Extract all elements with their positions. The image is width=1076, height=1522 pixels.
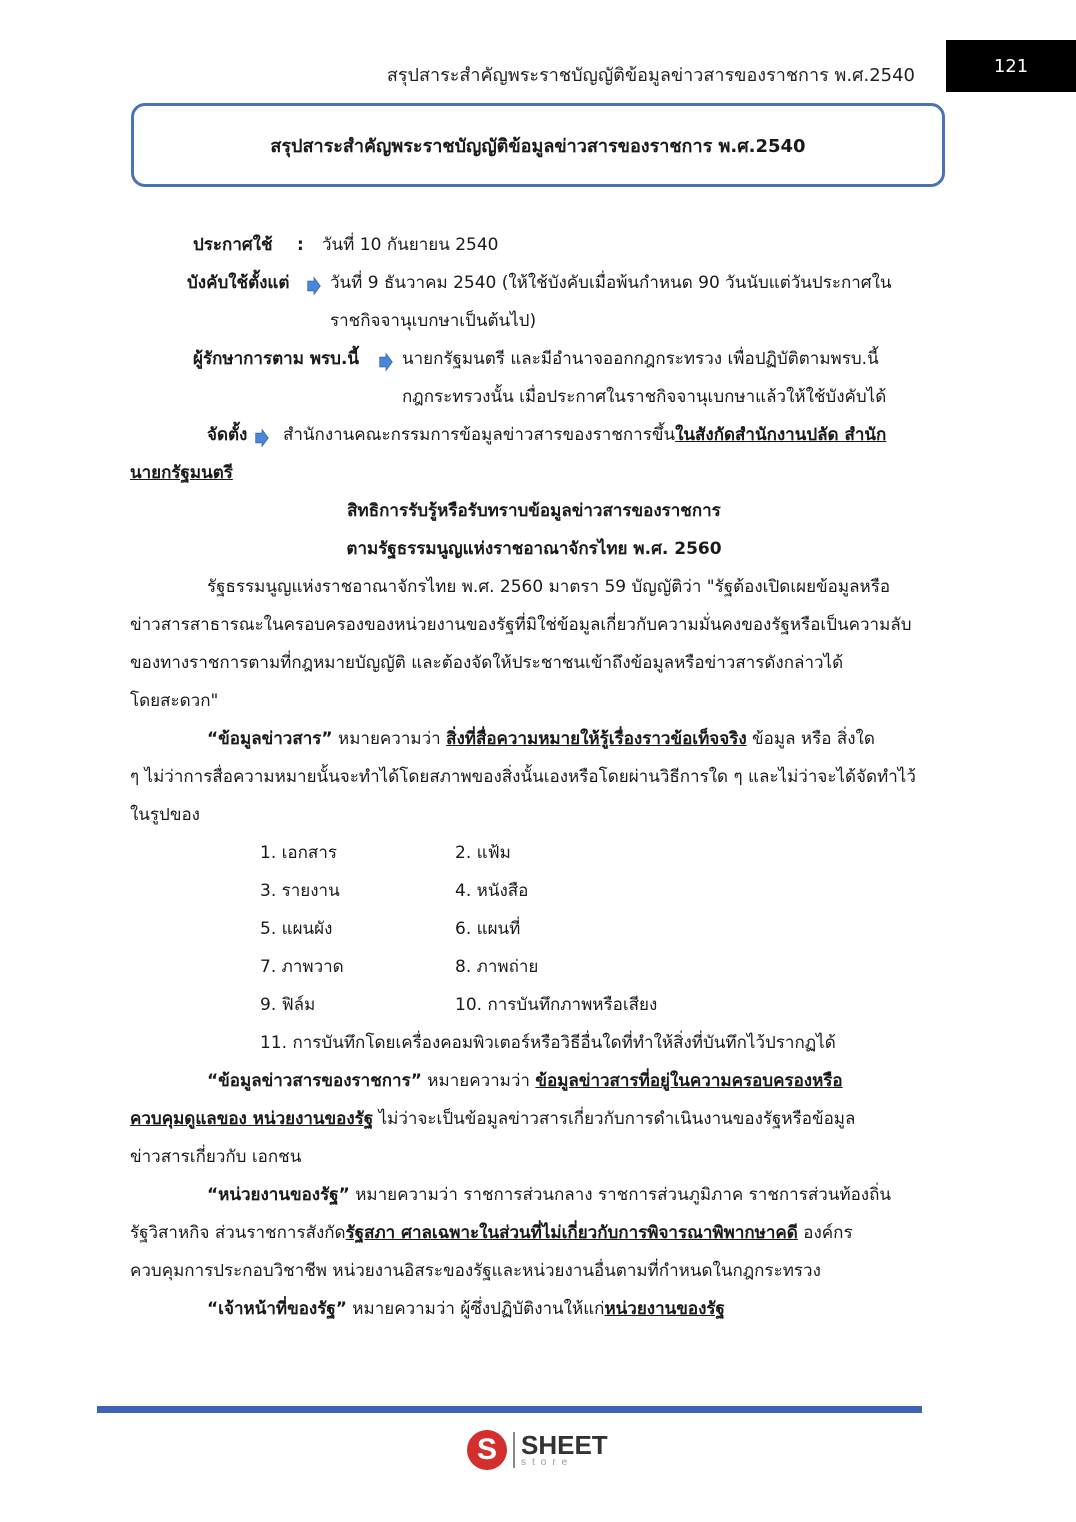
list-item: 7. ภาพวาด xyxy=(260,957,344,977)
established-underline: ในสังกัดสำนักงานปลัด สำนัก xyxy=(675,425,887,445)
def-info-means: หมายความว่า xyxy=(332,729,447,749)
document-title: สรุปสาระสำคัญพระราชบัญญัติข้อมูลข่าวสารของราชการ พ.ศ.2540 xyxy=(131,103,945,187)
announced-value: วันที่ 10 กันยายน 2540 xyxy=(322,235,499,255)
def-officer-term: “เจ้าหน้าที่ของรัฐ” xyxy=(207,1299,347,1319)
section-heading-1: สิทธิการรับรู้หรือรับทราบข้อมูลข่าวสารของราชการ xyxy=(347,501,721,521)
arrow-right-icon xyxy=(255,425,269,451)
list-item: 6. แผนที่ xyxy=(455,919,521,939)
def-gov-info-means: หมายความว่า xyxy=(421,1071,536,1091)
def-agency-underline: รัฐสภา ศาลเฉพาะในส่วนที่ไม่เกี่ยวกับการพิจารณาพิพากษาคดี xyxy=(345,1223,798,1243)
minister-label: ผู้รักษาการตาม พรบ.นี้ xyxy=(193,349,360,369)
list-item: 3. รายงาน xyxy=(260,881,340,901)
def-info-underline: สิ่งที่สื่อความหมายให้รู้เรื่องราวข้อเท็จจริง xyxy=(446,729,747,749)
list-item: 1. เอกสาร xyxy=(260,843,337,863)
effective-value-line2: ราชกิจจานุเบกษาเป็นต้นไป) xyxy=(330,311,537,331)
constitution-para-line4: โดยสะดวก" xyxy=(130,691,219,711)
arrow-right-icon xyxy=(307,273,321,299)
section-heading-2: ตามรัฐธรรมนูญแห่งราชอาณาจักรไทย พ.ศ. 2560 xyxy=(346,539,722,559)
established-label: จัดตั้ง xyxy=(207,425,248,445)
list-item: 2. แฟ้ม xyxy=(455,843,511,863)
list-item: 10. การบันทึกภาพหรือเสียง xyxy=(455,995,658,1015)
def-gov-info-underline-cont: ควบคุมดูแลของ หน่วยงานของรัฐ xyxy=(130,1109,374,1129)
effective-label: บังคับใช้ตั้งแต่ xyxy=(187,273,290,293)
def-gov-info-underline: ข้อมูลข่าวสารที่อยู่ในความครอบครองหรือ xyxy=(535,1071,843,1091)
established-value xyxy=(283,422,886,448)
def-agency-text-a: รัฐวิสาหกิจ ส่วนราชการสังกัด xyxy=(130,1223,346,1243)
def-gov-info-term: “ข้อมูลข่าวสารของราชการ” xyxy=(207,1071,422,1091)
def-gov-info-line1 xyxy=(207,1068,843,1094)
footer-bar xyxy=(97,1406,922,1413)
constitution-para-line2: ข่าวสารสาธารณะในครอบครองของหน่วยงานของรัฐที่มิใช่ข้อมูลเกี่ยวกับความมั่นคงของรัฐหรือเป็นความลับ xyxy=(130,615,912,635)
list-item: 8. ภาพถ่าย xyxy=(455,957,539,977)
def-gov-info-rest: ไม่ว่าจะเป็นข้อมูลข่าวสารเกี่ยวกับการดำเนินงานของรัฐหรือข้อมูล xyxy=(373,1109,856,1129)
def-info-line3: ในรูปของ xyxy=(130,805,200,825)
def-agency-line3: ควบคุมการประกอบวิชาชีพ หน่วยงานอิสระของรัฐและหน่วยงานอื่นตามที่กำหนดในกฎกระทรวง xyxy=(130,1261,821,1281)
def-gov-info-line3: ข่าวสารเกี่ยวกับ เอกชน xyxy=(130,1147,302,1167)
logo-mark-icon: S xyxy=(467,1430,507,1470)
def-agency-rest: หมายความว่า ราชการส่วนกลาง ราชการส่วนภูมิภาค ราชการส่วนท้องถิ่น xyxy=(349,1185,891,1205)
def-agency-line2 xyxy=(130,1220,853,1246)
minister-value-line1: นายกรัฐมนตรี และมีอำนาจออกกฎกระทรวง เพื่อปฏิบัติตามพรบ.นี้ xyxy=(402,349,879,369)
logo-text: SHEET xyxy=(521,1430,608,1460)
def-agency-text-b: องค์กร xyxy=(797,1223,853,1243)
def-officer-underline: หน่วยงานของรัฐ xyxy=(604,1299,725,1319)
running-header: สรุปสาระสำคัญพระราชบัญญัติข้อมูลข่าวสารของราชการ พ.ศ.2540 xyxy=(386,65,915,86)
page-number: 121 xyxy=(946,40,1076,92)
list-item: 9. ฟิล์ม xyxy=(260,995,316,1015)
list-item: 5. แผนผัง xyxy=(260,919,333,939)
sheet-store-logo xyxy=(467,1428,608,1472)
constitution-para-line3: ของทางราชการตามที่กฎหมายบัญญัติ และต้องจัดให้ประชาชนเข้าถึงข้อมูลหรือข่าวสารดังกล่าวได้ xyxy=(130,653,844,673)
def-info-term: “ข้อมูลข่าวสาร” xyxy=(207,729,333,749)
logo-divider xyxy=(513,1432,515,1468)
def-officer-rest: หมายความว่า ผู้ซึ่งปฏิบัติงานให้แก่ xyxy=(346,1299,605,1319)
def-info-rest: ข้อมูล หรือ สิ่งใด xyxy=(746,729,875,749)
announced-label: ประกาศใช้ xyxy=(193,235,273,255)
arrow-right-icon xyxy=(379,349,393,375)
list-item: 4. หนังสือ xyxy=(455,881,529,901)
logo-subtext: store xyxy=(521,1457,574,1468)
established-underline-cont: นายกรัฐมนตรี xyxy=(130,463,233,483)
list-item: 11. การบันทึกโดยเครื่องคอมพิวเตอร์หรือวิธีอื่นใดที่ทำให้สิ่งที่บันทึกไว้ปรากฏได้ xyxy=(260,1033,836,1053)
def-info-line1 xyxy=(207,726,875,752)
constitution-para-line1: รัฐธรรมนูญแห่งราชอาณาจักรไทย พ.ศ. 2560 มาตรา 59 บัญญัติว่า "รัฐต้องเปิดเผยข้อมูลหรือ xyxy=(207,577,891,597)
def-agency-line1 xyxy=(207,1182,891,1208)
def-officer-line xyxy=(207,1296,725,1322)
minister-value-line2: กฎกระทรวงนั้น เมื่อประกาศในราชกิจจานุเบกษาแล้วให้ใช้บังคับได้ xyxy=(402,387,887,407)
def-agency-term: “หน่วยงานของรัฐ” xyxy=(207,1185,350,1205)
effective-value-line1: วันที่ 9 ธันวาคม 2540 (ให้ใช้บังคับเมื่อพ้นกำหนด 90 วันนับแต่วันประกาศใน xyxy=(330,273,892,293)
established-text: สำนักงานคณะกรรมการข้อมูลข่าวสารของราชการขึ้น xyxy=(283,425,676,445)
def-gov-info-line2 xyxy=(130,1106,855,1132)
def-info-line2: ๆ ไม่ว่าการสื่อความหมายนั้นจะทำได้โดยสภาพของสิ่งนั้นเองหรือโดยผ่านวิธีการใด ๆ และไม่ว่าจะได้จัดทำไว้ xyxy=(130,767,916,787)
announced-sep: : xyxy=(297,235,304,255)
